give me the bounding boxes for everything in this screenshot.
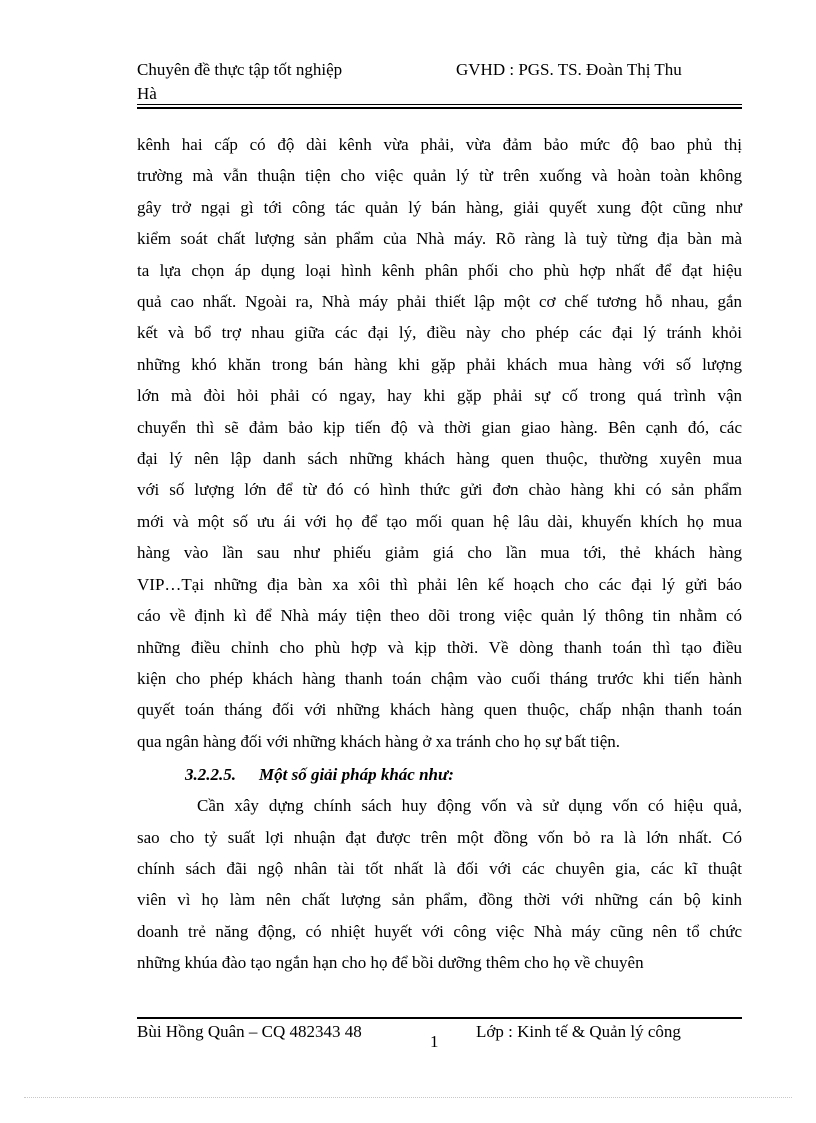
section-heading <box>137 759 742 790</box>
text-line: đại lý nên lập danh sách những khách hàng quen thuộc, thường xuyên mua <box>137 449 742 469</box>
header-rule-thick <box>137 107 742 109</box>
text-line: qua ngân hàng đối với những khách hàng ở xa tránh cho họ sự bất tiện. <box>137 731 621 751</box>
text-line: ta lựa chọn áp dụng loại hình kênh phân phối cho phù hợp nhất để đạt hiệu <box>137 260 742 280</box>
section-number: 3.2.2.5. <box>185 765 236 785</box>
text-line: viên vì họ làm nên chất lượng sản phẩm, đồng thời với những cán bộ kinh <box>137 890 742 910</box>
header-title: Chuyên đề thực tập tốt nghiệp <box>137 60 343 79</box>
footer-author: Bùi Hồng Quân – CQ 482343 48 <box>137 1022 362 1041</box>
text-line: trường mà vẫn thuận tiện cho việc quản lý từ trên xuống và hoàn toàn không <box>137 166 742 186</box>
page-body <box>137 129 742 979</box>
text-line: gây trở ngại gì tới công tác quản lý bán hàng, giải quyết xung đột cũng như <box>137 197 742 217</box>
text-line: Cần xây dựng chính sách huy động vốn và sử dụng vốn có hiệu quả, <box>197 796 742 816</box>
text-line: sao cho tỷ suất lợi nhuận đạt được trên một đồng vốn bỏ ra là lớn nhất. Có <box>137 827 742 847</box>
text-line: doanh trẻ năng động, có nhiệt huyết với công việc Nhà máy cũng nên tổ chức <box>137 921 742 941</box>
text-line: kết và bổ trợ nhau giữa các đại lý, điều này cho phép các đại lý tránh khỏi <box>137 323 742 343</box>
body-paragraph-1 <box>137 129 742 757</box>
header-rule-thin <box>137 104 742 105</box>
section-title: Một số giải pháp khác như: <box>259 765 454 785</box>
footer-class: Lớp : Kinh tế & Quản lý công <box>476 1022 681 1041</box>
text-line: hàng vào lần sau như phiếu giảm giá cho lần mua tới, thẻ khách hàng <box>137 543 742 563</box>
text-line: mới và một số ưu ái với họ để tạo mối quan hệ lâu dài, khuyến khích họ mua <box>137 511 742 531</box>
page-edge-dotted-line <box>24 1097 792 1098</box>
text-line: kiểm soát chất lượng sản phẩm của Nhà máy. Rõ ràng là tuỳ từng địa bàn mà <box>137 229 742 249</box>
header-title-continued: Hà <box>137 84 157 103</box>
text-line: những khó khăn trong bán hàng khi gặp phải khách mua hàng với số lượng <box>137 354 742 374</box>
text-line: chính sách đãi ngộ nhân tài tốt nhất là đối với các chuyên gia, các kĩ thuật <box>137 858 742 878</box>
text-line: kênh hai cấp có độ dài kênh vừa phải, vừa đảm bảo mức độ bao phủ thị <box>137 135 742 154</box>
page-number: 1 <box>430 1032 439 1051</box>
text-line: quyết toán tháng đối với những khách hàng quen thuộc, chấp nhận thanh toán <box>137 700 742 720</box>
header-supervisor: GVHD : PGS. TS. Đoàn Thị Thu <box>456 60 682 79</box>
text-line: chuyển thì sẽ đảm bảo kịp tiến độ và thời gian giao hàng. Bên cạnh đó, các <box>137 417 742 437</box>
text-line: VIP…Tại những địa bàn xa xôi thì phải lên kế hoạch cho các đại lý gửi báo <box>137 574 742 594</box>
text-line: quả cao nhất. Ngoài ra, Nhà máy phải thiết lập một cơ chế tương hỗ nhau, gắn <box>137 292 742 312</box>
text-line: những điều chỉnh cho phù hợp và kịp thời. Về dòng thanh toán thì tạo điều <box>137 637 742 657</box>
footer-rule <box>137 1017 742 1019</box>
text-line: với số lượng lớn để từ đó có hình thức gửi đơn chào hàng khi có sản phẩm <box>137 480 742 500</box>
text-line: kiện cho phép khách hàng thanh toán chậm vào cuối tháng trước khi tiến hành <box>137 668 742 688</box>
page-header <box>137 58 742 106</box>
text-line: cáo về định kì để Nhà máy tiện theo dõi trong việc quản lý thông tin nhằm có <box>137 606 742 626</box>
body-paragraph-2 <box>137 790 742 978</box>
text-line: những khúa đào tạo ngắn hạn cho họ để bồi dưỡng thêm cho họ về chuyên <box>137 953 644 973</box>
text-line: lớn mà đòi hỏi phải có ngay, hay khi gặp phải sự cố trong quá trình vận <box>137 386 742 406</box>
